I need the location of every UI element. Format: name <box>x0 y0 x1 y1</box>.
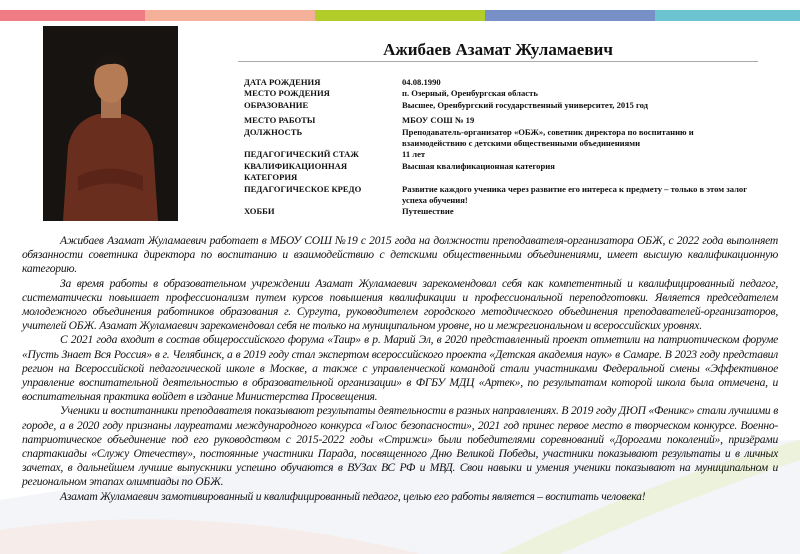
info-value: Путешествие <box>402 206 454 217</box>
info-row-workplace <box>244 115 764 126</box>
info-row-birthdate <box>244 77 764 88</box>
info-label: МЕСТО РОЖДЕНИЯ <box>244 88 330 99</box>
info-row-hobby <box>244 206 764 217</box>
info-label: МЕСТО РАБОТЫ <box>244 115 316 126</box>
paragraph: С 2021 года входит в состав общероссийского форума «Таир» в р. Марий Эл, в 2020 представленный проект отметили на патриотическом форуме «Пусть Знает Вся Россия» в г. Челябинск, а в 2019 году стал экспертом всероссийского проекта «Детская академия наук» в Самаре. В 2023 году представил регион на Всероссийской педагогической школе в Москве, а также с управленческой командой стали участниками Федеральной смены «Эффективное управление воспитательной деятельностью в образовательной организации» в ФГБУ МДЦ «Артек», по результатам которой школа была отмечена, и воспитательная практика войдет в издание Министерства Просвещения. <box>22 333 778 404</box>
info-row-experience <box>244 149 764 160</box>
info-value: Высшее, Оренбургский государственный университет, 2015 год <box>402 99 649 110</box>
info-label: ДАТА РОЖДЕНИЯ <box>244 77 321 87</box>
info-row-category <box>244 161 764 184</box>
info-label: ХОББИ <box>244 206 275 217</box>
portrait-photo <box>43 26 178 221</box>
info-label: ПЕДАГОГИЧЕСКИЙ СТАЖ <box>244 149 359 160</box>
paragraph: Азамат Жуламаевич замотивированный и квалифицированный педагог, целью его работы является – воспитать человека! <box>60 489 646 503</box>
color-bar-segment <box>655 10 800 21</box>
info-row-education <box>244 100 764 111</box>
info-value: МБОУ СОШ № 19 <box>402 115 475 126</box>
color-bar-segment <box>0 10 145 21</box>
info-label: ОБРАЗОВАНИЕ <box>244 99 309 110</box>
divider <box>238 61 758 62</box>
info-value: Преподаватель-организатор «ОБЖ», советник директора по воспитанию и взаимодействию с детскими общественными объединениями <box>402 126 694 149</box>
info-label: ПЕДАГОГИЧЕСКОЕ КРЕДО <box>244 183 362 194</box>
paragraph: За время работы в образовательном учреждении Азамат Жуламаевич зарекомендовал себя как компетентный и квалифицированный педагог, систематически повышает профессионализм путем курсов повышения квалификации и профессиональной переподготовки. Является председателем молодежного объединения работников образования г. Сургута, руководителем городского методического объединения преподавателей-организаторов, учителей ОБЖ. Азамат Жуламаевич зарекомендовал себя не только на муниципальном уровне, но и межрегиональном и всероссийских уровнях. <box>22 276 778 333</box>
paragraph: Ажибаев Азамат Жуламаевич работает в МБОУ СОШ №19 с 2015 года на должности преподавателя-организатора ОБЖ, с 2022 года выполняет обязанности советника директора по воспитанию и взаимодействию с детскими общественными объединениями, имеет высшую квалификационную категорию. <box>22 234 778 276</box>
color-bar-segment <box>145 10 315 21</box>
info-row-birthplace <box>244 88 764 99</box>
person-name: Ажибаев Азамат Жуламаевич <box>383 40 613 59</box>
info-label: КВАЛИФИКАЦИОННАЯ КАТЕГОРИЯ <box>244 160 348 183</box>
info-value: Высшая квалификационная категория <box>402 160 555 171</box>
info-table <box>244 77 764 218</box>
color-bar <box>0 10 800 21</box>
paragraph: Ученики и воспитанники преподавателя показывают результаты деятельности в разных направлениях. В 2019 году ДЮП «Феникс» стали лучшими в городе, а в 2020 году признаны лауреатами международного конкурса «Голос безопасности», 2021 год принес первое место в творческом конкурсе. Военно-патриотическое объединение под его руководством с 2015-2022 годы «Стрижи» были победителями соревнований «Дорогами поколений», призёрами спартакиады «Служу Отечеству», постоянные участники Парада, посвященного Дню Великой Победы, участники показывают результаты и в личных зачетах, в дальнейшем лучшие выпускники успешно обучаются в ВУЗах ВС РФ и МВД. Свои навыки и умения ученики показывают на муниципальном и региональном этапах олимпиады по ОБЖ. <box>22 404 778 489</box>
color-bar-segment <box>315 10 485 21</box>
color-bar-segment <box>485 10 655 21</box>
info-label: ДОЛЖНОСТЬ <box>244 126 303 137</box>
info-value: Развитие каждого ученика через развитие его интереса к предмету – только в этом залог успеха обучения! <box>402 183 748 206</box>
info-value: 11 лет <box>402 149 426 160</box>
info-value: п. Озерный, Оренбургская область <box>402 88 538 99</box>
biography-text <box>22 234 778 504</box>
info-row-position <box>244 127 764 150</box>
info-row-credo <box>244 184 764 207</box>
info-value: 04.08.1990 <box>402 77 441 87</box>
